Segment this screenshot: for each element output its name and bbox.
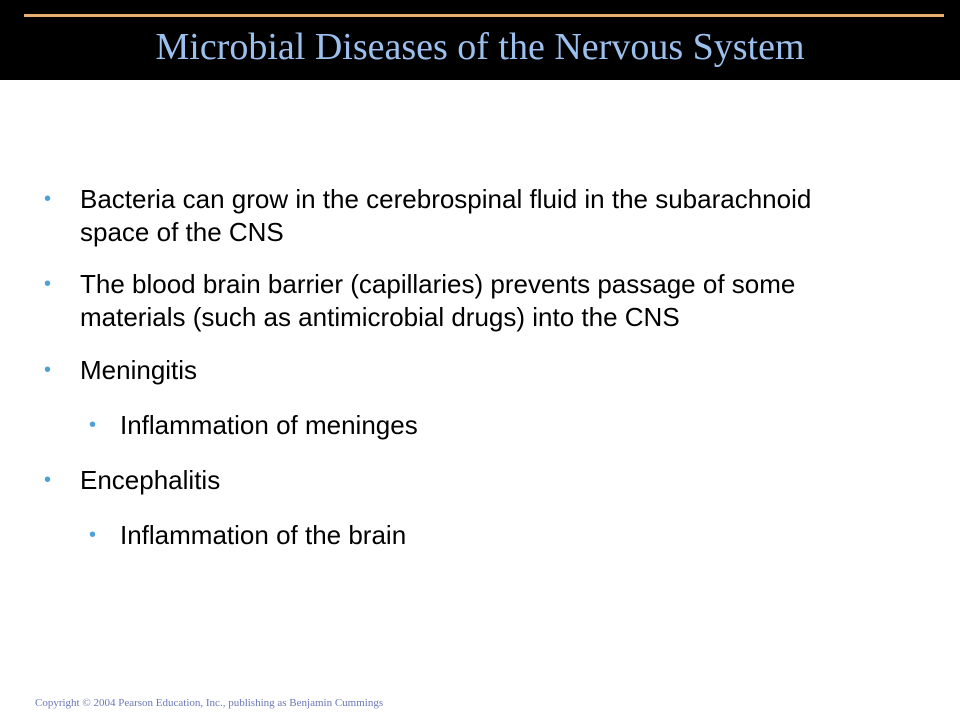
title-bar [0, 0, 960, 80]
copyright-footer: Copyright © 2004 Pearson Education, Inc., publishing as Benjamin Cummings [35, 697, 384, 709]
bullet-item [0, 183, 880, 249]
bullet-glyph: • [89, 524, 97, 546]
bullet-glyph: • [44, 273, 52, 295]
bullet-glyph: • [89, 414, 97, 436]
slide-title: Microbial Diseases of the Nervous System [155, 26, 805, 68]
bullet-item [0, 268, 880, 334]
title-rule [24, 14, 944, 17]
bullet-glyph: • [44, 359, 52, 381]
bullet-text: Encephalitis [80, 465, 221, 495]
sub-bullet-item [0, 519, 880, 552]
bullet-item [0, 464, 880, 497]
bullet-text: Bacteria can grow in the cerebrospinal fluid in the subarachnoid space of the CNS [80, 184, 812, 247]
bullet-text: Inflammation of meninges [120, 410, 418, 440]
bullet-list [0, 183, 960, 552]
bullet-glyph: • [44, 469, 52, 491]
bullet-text: The blood brain barrier (capillaries) prevents passage of some materials (such as antimicrobial drugs) into the CNS [80, 269, 796, 332]
sub-bullet-item [0, 409, 880, 442]
bullet-text: Inflammation of the brain [120, 520, 407, 550]
bullet-text: Meningitis [80, 355, 198, 385]
bullet-item [0, 354, 880, 387]
bullet-glyph: • [44, 188, 52, 210]
